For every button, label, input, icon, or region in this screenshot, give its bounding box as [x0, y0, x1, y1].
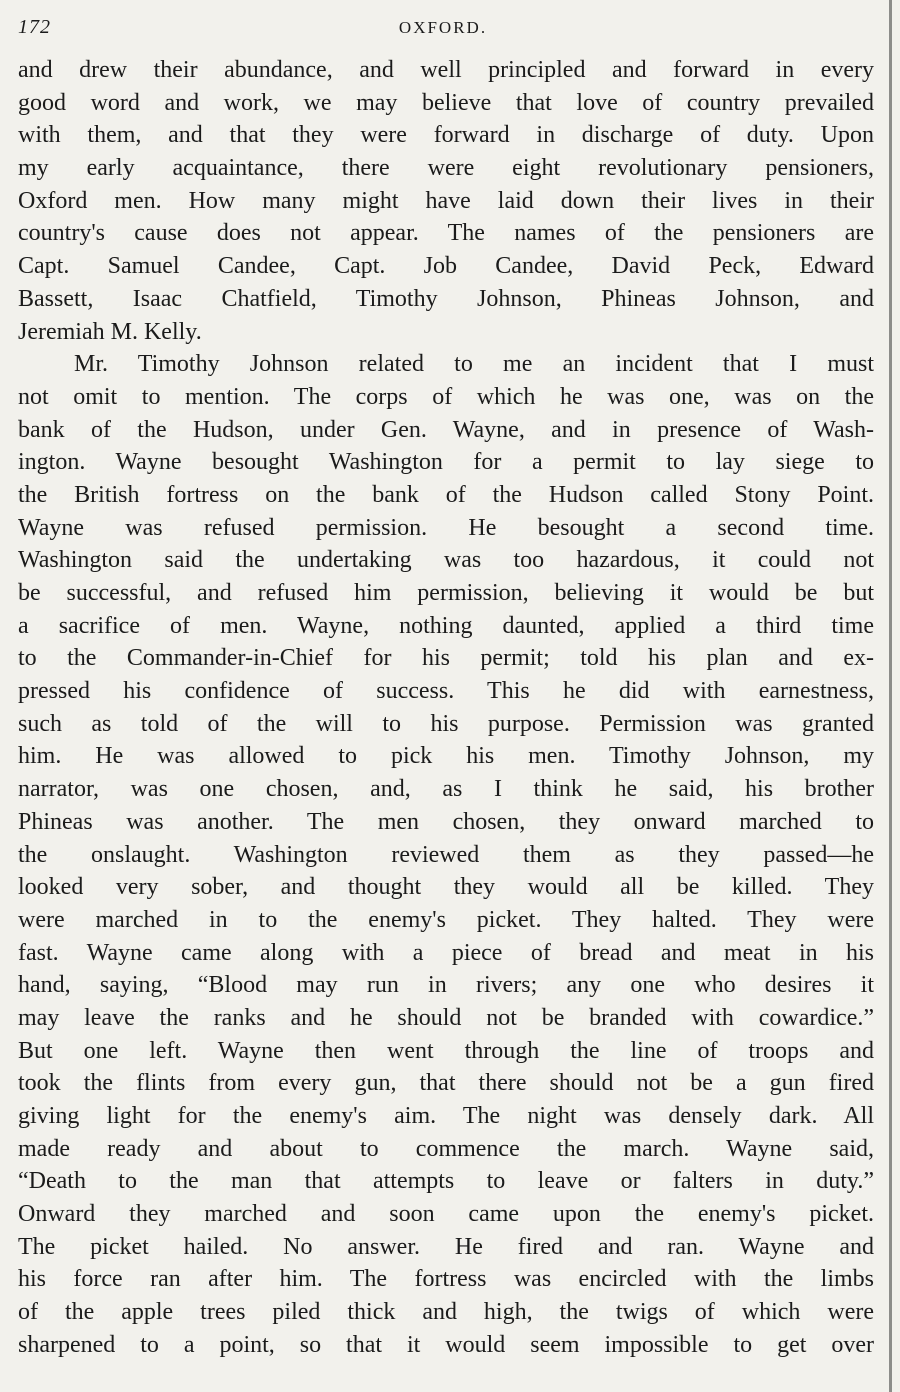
- text-line: and drew their abundance, and well principled and forward in every: [18, 57, 874, 83]
- text-line: such as told of the will to his purpose. Permission was granted: [18, 710, 874, 737]
- running-head: OXFORD.: [398, 18, 488, 37]
- page-number: 172: [18, 16, 51, 38]
- text-line: pressed his confidence of success. This he did with earnestness,: [18, 678, 874, 705]
- text-line: the onslaught. Washington reviewed them as they passed—he: [18, 841, 874, 868]
- text-line: took the flints from every gun, that there should not be a gun fired: [18, 1070, 874, 1097]
- text-line: Capt. Samuel Candee, Capt. Job Candee, David Peck, Edward: [18, 253, 874, 280]
- text-line: bank of the Hudson, under Gen. Wayne, and in presence of Wash-: [18, 416, 874, 443]
- text-line: looked very sober, and thought they would all be killed. They: [18, 874, 874, 901]
- text-line: Phineas was another. The men chosen, they onward marched to: [18, 808, 874, 835]
- text-line: with them, and that they were forward in discharge of duty. Upon: [18, 122, 874, 149]
- text-line: Bassett, Isaac Chatfield, Timothy Johnson, Phineas Johnson, and: [18, 285, 874, 312]
- text-line: Jeremiah M. Kelly.: [18, 318, 202, 345]
- text-line: may leave the ranks and he should not be branded with cowardice.”: [18, 1004, 874, 1031]
- text-line: not omit to mention. The corps of which he was one, was on the: [18, 383, 874, 410]
- page-header: [18, 16, 868, 46]
- text-line: The picket hailed. No answer. He fired and ran. Wayne and: [18, 1233, 874, 1260]
- text-line: be successful, and refused him permission, believing it would be but: [18, 580, 874, 606]
- text-line: But one left. Wayne then went through the line of troops and: [18, 1037, 874, 1064]
- text-line: of the apple trees piled thick and high, the twigs of which were: [18, 1299, 874, 1326]
- text-line: him. He was allowed to pick his men. Timothy Johnson, my: [18, 743, 874, 770]
- text-line: fast. Wayne came along with a piece of bread and meat in his: [18, 939, 874, 966]
- text-line: Mr. Timothy Johnson related to me an incident that I must: [74, 351, 874, 378]
- text-line: a sacrifice of men. Wayne, nothing daunted, applied a third time: [18, 612, 874, 639]
- text-line: giving light for the enemy's aim. The night was densely dark. All: [18, 1103, 874, 1129]
- text-line: good word and work, we may believe that love of country prevailed: [18, 89, 874, 116]
- text-line: his force ran after him. The fortress was encircled with the limbs: [18, 1266, 874, 1293]
- paragraph-2: [18, 348, 874, 1361]
- text-line: to the Commander-in-Chief for his permit; told his plan and ex-: [18, 645, 874, 672]
- text-line: “Death to the man that attempts to leave or falters in duty.”: [18, 1168, 874, 1195]
- text-line: my early acquaintance, there were eight revolutionary pensioners,: [18, 155, 874, 182]
- page-edge-rule: [889, 0, 892, 1392]
- text-line: Oxford men. How many might have laid down their lives in their: [18, 187, 874, 214]
- text-line: country's cause does not appear. The names of the pensioners are: [18, 220, 874, 247]
- text-line: Wayne was refused permission. He besought a second time.: [18, 514, 874, 541]
- body-text: [18, 54, 874, 1362]
- paragraph-1: [18, 54, 874, 348]
- text-line: Onward they marched and soon came upon the enemy's picket.: [18, 1201, 874, 1228]
- text-line: were marched in to the enemy's picket. They halted. They were: [18, 906, 874, 933]
- text-line: sharpened to a point, so that it would seem impossible to get over: [18, 1331, 874, 1358]
- text-line: Washington said the undertaking was too hazardous, it could not: [18, 547, 874, 574]
- text-line: ington. Wayne besought Washington for a permit to lay siege to: [18, 449, 874, 476]
- text-line: hand, saying, “Blood may run in rivers; any one who desires it: [18, 972, 874, 999]
- text-line: made ready and about to commence the march. Wayne said,: [18, 1135, 874, 1162]
- text-line: narrator, was one chosen, and, as I think he said, his brother: [18, 776, 874, 803]
- text-line: the British fortress on the bank of the Hudson called Stony Point.: [18, 481, 874, 508]
